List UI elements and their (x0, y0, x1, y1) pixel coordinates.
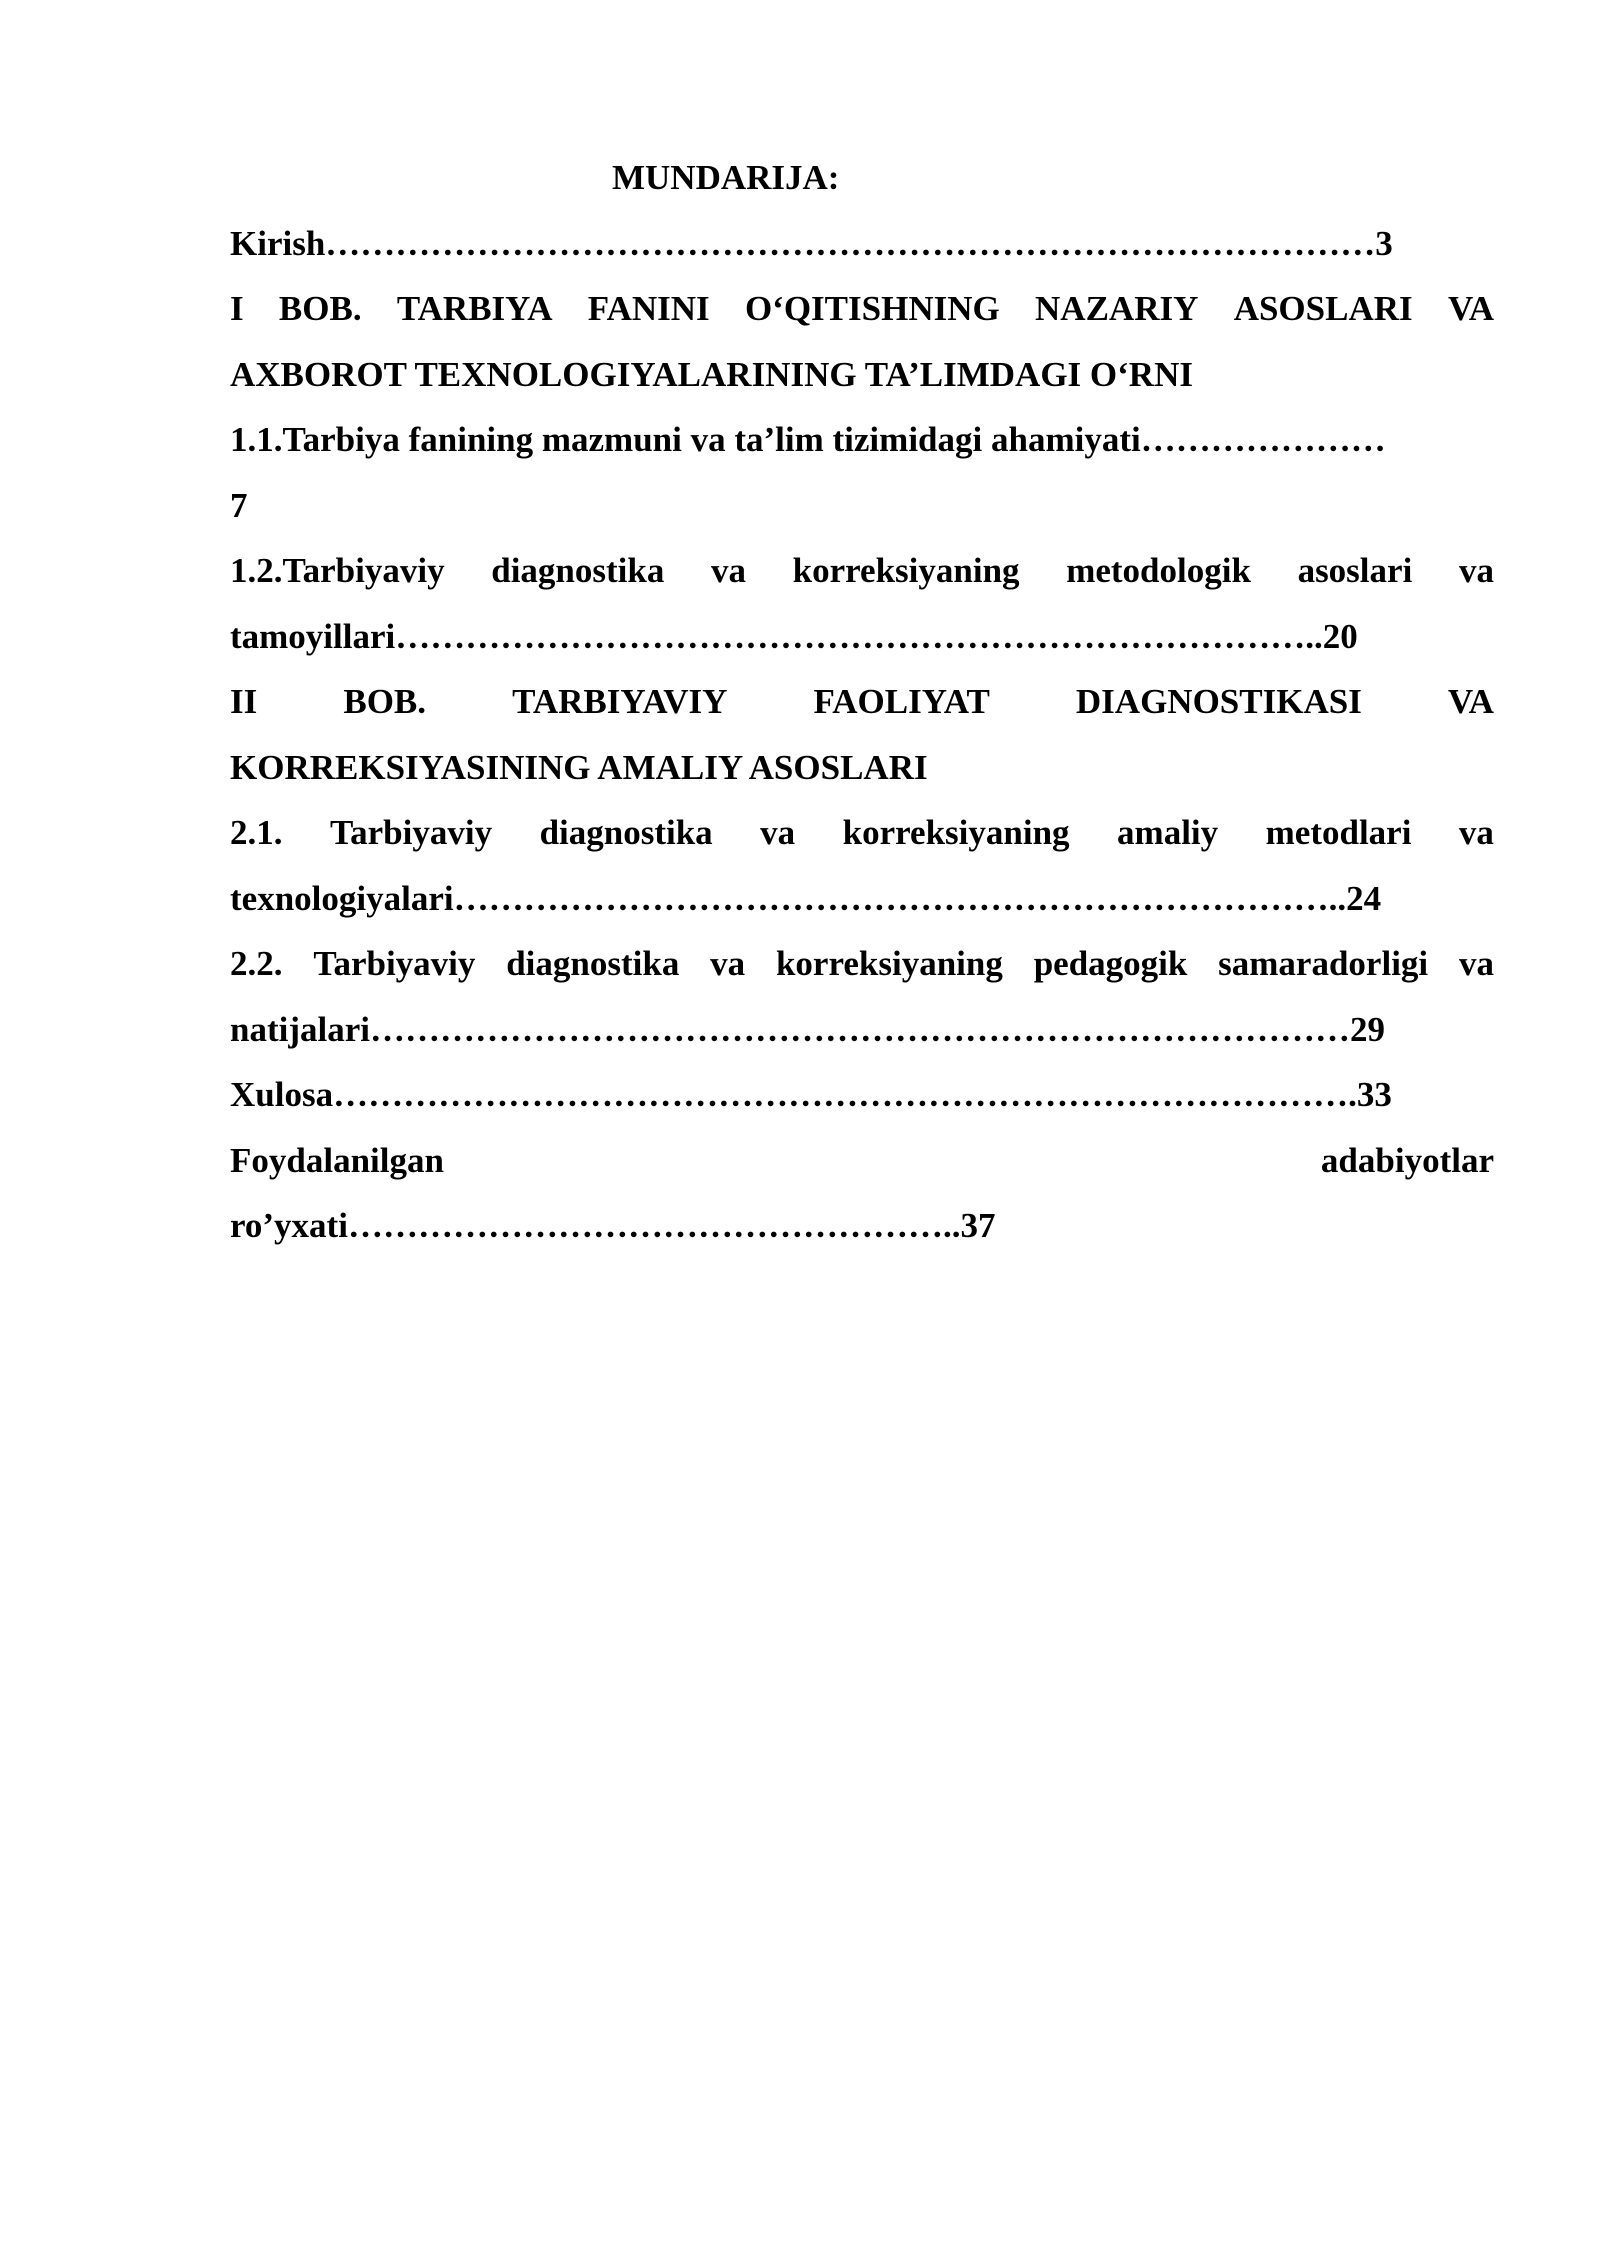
toc-entry-1-1-page: 7 (230, 485, 248, 525)
toc-chapter-1-heading-line-2: AXBOROT TEXNOLOGIYALARINING TA’LIMDAGI O‘RNI (230, 354, 1193, 394)
toc-entry-dots: ………………………………………………………………………… (369, 1009, 1350, 1049)
toc-entry-bibliography-line-2 (230, 1193, 1494, 1259)
toc-word: metodlari (1265, 813, 1412, 852)
toc-entry-label: ro’yxati (230, 1206, 348, 1245)
toc-word: samaradorligi (1218, 944, 1429, 983)
toc-entry-2-1-line-2 (230, 866, 1494, 932)
toc-word: metodologik (1066, 551, 1251, 590)
toc-entry-label: tamoyillari (230, 616, 396, 656)
toc-word: va (1458, 944, 1494, 983)
toc-word: va (1458, 551, 1494, 590)
toc-entry-label: natijalari (230, 1009, 370, 1049)
toc-entry-2-2-line-1 (230, 931, 1494, 997)
toc-word: I (230, 289, 244, 328)
toc-word: FAOLIYAT (813, 682, 990, 721)
toc-entry-dots: …………………………………………….. (347, 1206, 961, 1245)
toc-entry-label: 1.1.Tarbiya fanining mazmuni va ta’lim tizimidagi ahamiyati (230, 420, 1141, 459)
toc-entry-dots: ……………………………………………………………………………… (325, 223, 1376, 263)
toc-entry-kirish (230, 211, 1494, 277)
toc-entry-dots: ………………… (1140, 420, 1386, 459)
toc-word: korreksiyaning (792, 551, 1020, 590)
toc-entry-page: 29 (1349, 1009, 1385, 1049)
toc-entry-2-1-line-1 (230, 800, 1494, 866)
toc-word: FANINI (587, 289, 710, 328)
toc-word: Tarbiyaviy (313, 944, 476, 983)
toc-word: DIAGNOSTIKASI (1075, 682, 1362, 721)
toc-word: diagnostika (506, 944, 680, 983)
toc-word: korreksiyaning (842, 813, 1070, 852)
toc-entry-page: 3 (1375, 223, 1393, 263)
toc-word: va (711, 551, 746, 590)
toc-word: va (1458, 813, 1494, 852)
toc-entry-page: 33 (1356, 1075, 1392, 1114)
toc-word: korreksiyaning (775, 944, 1003, 983)
toc-entry-page: 24 (1346, 878, 1382, 918)
toc-word: ASOSLARI (1233, 289, 1413, 328)
toc-word: 2.2. (230, 944, 283, 983)
toc-entry-dots: ………………………………………………………………….. (453, 878, 1347, 918)
toc-word: Foydalanilgan (230, 1140, 444, 1180)
toc-word: VA (1447, 682, 1494, 721)
toc-word: BOB. (343, 682, 427, 721)
toc-entry-label: Kirish (230, 223, 326, 263)
toc-entry-bibliography-line-1 (230, 1128, 1494, 1194)
toc-word: BOB. (278, 289, 362, 328)
table-of-contents (230, 145, 1494, 1259)
toc-word: NAZARIY (1035, 289, 1199, 328)
toc-entry-label: texnologiyalari (230, 878, 454, 918)
toc-word: asoslari (1297, 551, 1413, 590)
toc-entry-2-2-line-2 (230, 997, 1494, 1063)
toc-entry-label: Xulosa (230, 1075, 334, 1114)
toc-title: MUNDARIJA: (612, 158, 840, 197)
toc-word: pedagogik (1033, 944, 1188, 983)
toc-word: TARBIYA (396, 289, 553, 328)
toc-word: II (230, 682, 258, 721)
toc-entry-1-2-line-1 (230, 538, 1494, 604)
toc-word: O‘QITISHNING (744, 289, 1000, 328)
toc-word: va (760, 813, 796, 852)
toc-word: TARBIYAVIY (512, 682, 728, 721)
toc-entry-dots: ……………………………………………………………………………. (333, 1075, 1357, 1114)
toc-chapter-1-heading-line-1 (230, 276, 1494, 342)
toc-entry-xulosa (230, 1062, 1494, 1128)
toc-word: VA (1447, 289, 1494, 328)
toc-chapter-2-heading-line-2: KORREKSIYASINING AMALIY ASOSLARI (230, 747, 928, 787)
toc-entry-dots: …………………………………………………………………….. (395, 616, 1323, 656)
toc-word: diagnostika (539, 813, 713, 852)
toc-entry-page: 37 (960, 1206, 996, 1245)
toc-word: amaliy (1117, 813, 1219, 852)
toc-word: 2.1. (230, 813, 283, 852)
toc-word: Tarbiyaviy (329, 813, 493, 852)
toc-word: adabiyotlar (1320, 1140, 1494, 1180)
toc-chapter-2-heading-line-1 (230, 669, 1494, 735)
toc-entry-1-2-line-2 (230, 604, 1494, 670)
toc-word: 1.2.Tarbiyaviy (230, 551, 445, 590)
toc-entry-page: 20 (1322, 616, 1358, 656)
toc-entry-1-1 (230, 407, 1494, 473)
toc-word: va (710, 944, 746, 983)
toc-word: diagnostika (491, 551, 665, 590)
